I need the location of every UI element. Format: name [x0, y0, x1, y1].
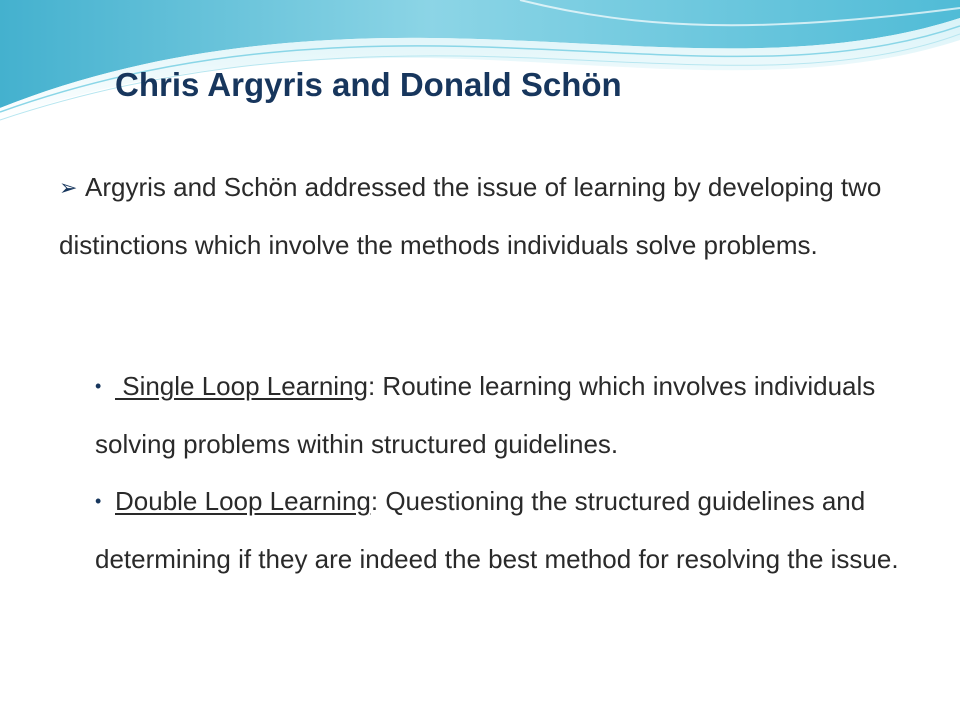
list-item-single-loop	[95, 358, 945, 473]
list-item-double-loop	[95, 473, 945, 588]
definition-double-loop: : Questioning the structured guidelines and determining if they are indeed the best method for resolving the issue.	[95, 486, 899, 574]
definition-single-loop: : Routine learning which involves individuals solving problems within structured guidelines.	[95, 371, 876, 459]
bullet-dot-icon: •	[95, 376, 102, 396]
arrow-right-icon: ➢	[59, 175, 78, 200]
slide-title: Chris Argyris and Donald Schön	[115, 66, 622, 103]
intro-paragraph	[59, 159, 919, 274]
bullet-dot-icon: •	[95, 491, 102, 511]
intro-text: Argyris and Schön addressed the issue of learning by developing two distinctions which involve the methods individuals solve problems.	[59, 172, 882, 260]
term-single-loop: Single Loop Learning	[115, 371, 368, 401]
term-double-loop: Double Loop Learning	[115, 486, 371, 516]
learning-types-list	[95, 358, 945, 588]
